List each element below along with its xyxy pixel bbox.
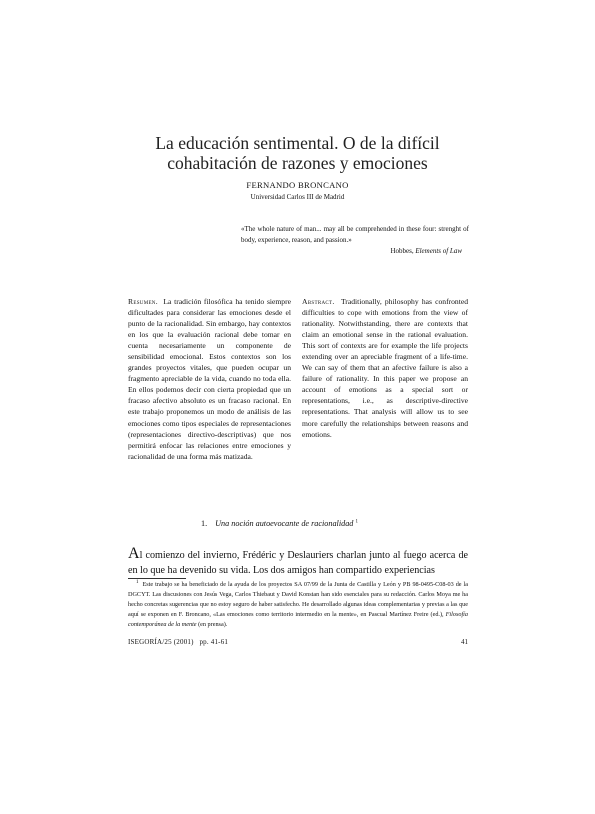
abstract-label: Abstract. — [302, 297, 335, 306]
epigraph-source-author: Hobbes, — [390, 247, 416, 255]
footnote-mark: 1 — [135, 579, 139, 585]
section-heading — [201, 519, 358, 528]
resumen-text: La tradición filosófica ha tenido siempre dificultades para considerar las emociones desde el punto de la racionalidad. Sin embargo, hay contextos en los que la evaluación racional debe tomar en cuenta necesariamente un componente de sensibilidad emocional. Estos contextos son los grandes proyectos vitales, que pueden ocupar un fragmento apreciable de la vida, cuando no toda ella. En ellos podemos decir con cierta propiedad que un fracaso afectivo absoluto es un fracaso racional. En este trabajo proponemos un modo de análisis de las emociones como tipos especiales de representaciones (representaciones directivo-descriptivas) que nos permitirá enfocar las relaciones entre emociones y racionalidad de una forma más matizada. — [128, 297, 292, 461]
epigraph-source-work: Elements of Law — [415, 247, 462, 255]
resumen-block — [128, 296, 291, 462]
resumen-label: Resumen. — [128, 297, 158, 306]
article-title — [0, 133, 595, 173]
epigraph-source — [241, 247, 462, 255]
footnote-text-after: (en prensa). — [196, 620, 228, 628]
abstract-text: Traditionally, philosophy has confronted difficulties to cope with emotions from the view of rationality. Notwithstanding, there are contexts that claim an emotional sense in the rational evaluation. This sort of contexts are for example the life projects extending over an apreciable fragment of a life-time. We can say of them that an afective failure is also a failure of rationality. In this paper we propose an account of emotions as a special sort or representations, i.e., as descriptive-directive representations. That analysis will allow us to see more carefully the relationships between reasons and emotions. — [302, 297, 468, 439]
body-text: l comienzo del invierno, Frédéric y Deslauriers charlan junto al fuego acerca de en lo que ha devenido su vida. Los dos amigos han compartido experiencias — [128, 550, 468, 576]
epigraph-quote: «The whole nature of man... may all be comprehended in these four: strenght of body, experience, reason, and passion.» — [241, 225, 469, 244]
footnote-work: Filosofía contemporánea de la mente — [128, 610, 468, 628]
footnote-text-before: Este trabajo se ha beneficiado de la ayuda de los proyectos SA 07/99 de la Junta de Castilla y León y PB 98-0495-C08-03 de la DGCYT. Las discusiones con Jesús Vega, Carlos Thiebaut y David Konstan han sido esenciales para su redacción. Carlos Moya me ha hecho concretas sugerencias que no estoy seguro de haber satisfecho. He desarrollado algunas ideas complementarias y previas a las que aquí se exponen en F. Broncano, «Las emociones como territorio intermedio en la mente», en Pascual Martínez Freire (ed.), — [128, 581, 469, 618]
abstract-block — [302, 296, 468, 440]
section-title: Una noción autoevocante de racionalidad — [215, 519, 354, 528]
section-number: 1. — [201, 519, 208, 528]
page-number: 41 — [461, 638, 468, 646]
footnote — [128, 580, 468, 630]
body-initial: A — [128, 545, 140, 562]
footnote-rule — [128, 578, 186, 579]
author-name: FERNANDO BRONCANO — [246, 180, 349, 190]
section-footnote-mark: 1 — [355, 519, 358, 525]
journal-reference: ISEGORÍA/25 (2001) pp. 41-61 — [128, 638, 229, 646]
body-paragraph — [128, 546, 468, 578]
title-line-2: cohabitación de razones y emociones — [167, 153, 428, 173]
author-affiliation: Universidad Carlos III de Madrid — [250, 193, 345, 201]
title-line-1: La educación sentimental. O de la difícil — [155, 133, 440, 153]
